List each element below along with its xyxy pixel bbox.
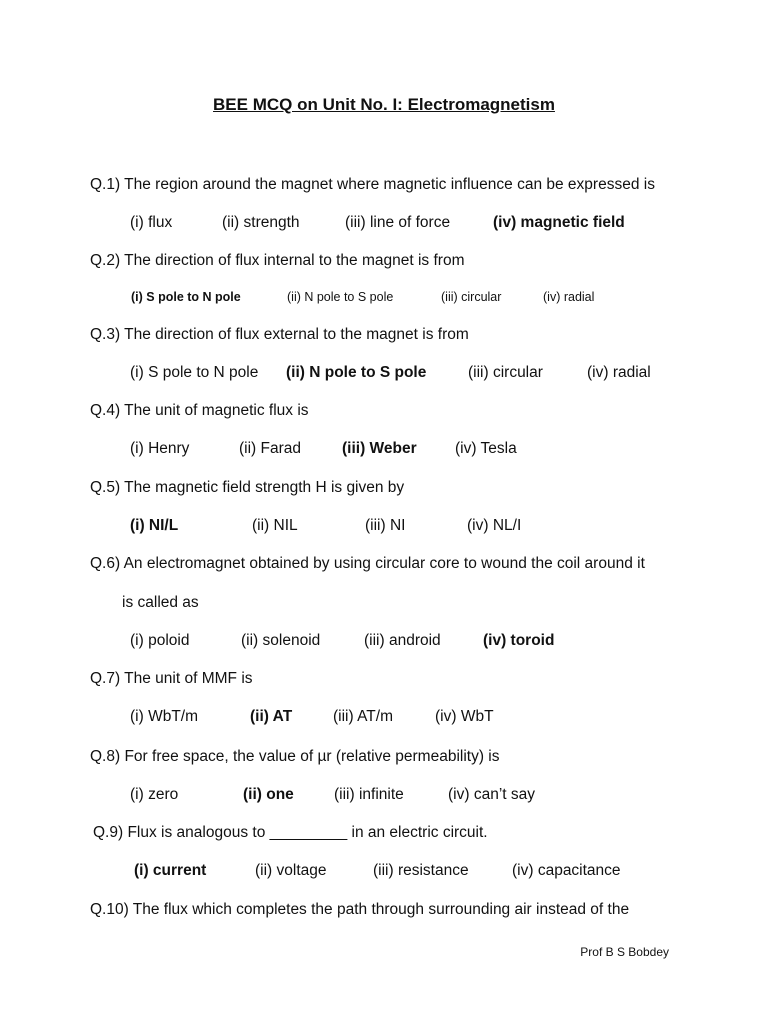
question-7-options [0, 708, 768, 730]
option-9-ii: (ii) voltage [255, 862, 327, 879]
question-8: Q.8) For free space, the value of µr (relative permeability) is [90, 748, 500, 765]
option-1-ii: (ii) strength [222, 214, 300, 231]
question-5: Q.5) The magnetic field strength H is given by [90, 479, 405, 496]
option-9-i: (i) current [134, 862, 207, 879]
option-4-ii: (ii) Farad [239, 440, 302, 457]
option-8-iv: (iv) can’t say [448, 786, 535, 803]
option-8-i: (i) zero [130, 786, 179, 803]
option-6-ii: (ii) solenoid [241, 632, 321, 649]
option-2-i: (i) S pole to N pole [131, 290, 241, 304]
question-6: Q.6) An electromagnet obtained by using circular core to wound the coil around it [90, 555, 645, 572]
question-7: Q.7) The unit of MMF is [90, 670, 253, 687]
option-3-iv: (iv) radial [587, 364, 651, 381]
option-5-ii: (ii) NIL [252, 517, 298, 534]
question-3: Q.3) The direction of flux external to the magnet is from [90, 326, 469, 343]
option-7-iv: (iv) WbT [435, 708, 494, 725]
option-2-iii: (iii) circular [441, 290, 502, 304]
option-3-i: (i) S pole to N pole [130, 364, 259, 381]
option-1-i: (i) flux [130, 214, 173, 231]
question-2: Q.2) The direction of flux internal to the magnet is from [90, 252, 465, 269]
option-7-ii: (ii) AT [250, 708, 293, 725]
option-7-i: (i) WbT/m [130, 708, 199, 725]
question-2-options [0, 290, 768, 312]
document-title: BEE MCQ on Unit No. I: Electromagnetism [213, 95, 555, 114]
question-4-options [0, 440, 768, 462]
option-8-iii: (iii) infinite [334, 786, 404, 803]
option-2-iv: (iv) radial [543, 290, 595, 304]
page-footer-author: Prof B S Bobdey [580, 945, 669, 959]
question-4: Q.4) The unit of magnetic flux is [90, 402, 309, 419]
option-5-iv: (iv) NL/I [467, 517, 522, 534]
question-6-continuation: is called as [122, 594, 199, 611]
question-3-options [0, 364, 768, 386]
option-3-ii: (ii) N pole to S pole [286, 364, 427, 381]
option-6-iv: (iv) toroid [483, 632, 555, 649]
option-5-iii: (iii) NI [365, 517, 406, 534]
option-4-i: (i) Henry [130, 440, 190, 457]
option-9-iii: (iii) resistance [373, 862, 469, 879]
question-9: Q.9) Flux is analogous to _________ in an electric circuit. [93, 824, 488, 841]
option-1-iii: (iii) line of force [345, 214, 451, 231]
question-8-options [0, 786, 768, 808]
option-2-ii: (ii) N pole to S pole [287, 290, 394, 304]
option-7-iii: (iii) AT/m [333, 708, 393, 725]
question-10: Q.10) The flux which completes the path through surrounding air instead of the [90, 901, 630, 918]
option-8-ii: (ii) one [243, 786, 294, 803]
option-6-iii: (iii) android [364, 632, 441, 649]
option-4-iii: (iii) Weber [342, 440, 417, 457]
question-1-options [0, 214, 768, 236]
question-9-options [0, 862, 768, 884]
option-9-iv: (iv) capacitance [512, 862, 621, 879]
question-6-options [0, 632, 768, 654]
option-1-iv: (iv) magnetic field [493, 214, 625, 231]
option-5-i: (i) NI/L [130, 517, 179, 534]
question-1: Q.1) The region around the magnet where magnetic influence can be expressed is [90, 176, 655, 193]
option-6-i: (i) poloid [130, 632, 190, 649]
option-3-iii: (iii) circular [468, 364, 543, 381]
question-5-options [0, 517, 768, 539]
option-4-iv: (iv) Tesla [455, 440, 517, 457]
